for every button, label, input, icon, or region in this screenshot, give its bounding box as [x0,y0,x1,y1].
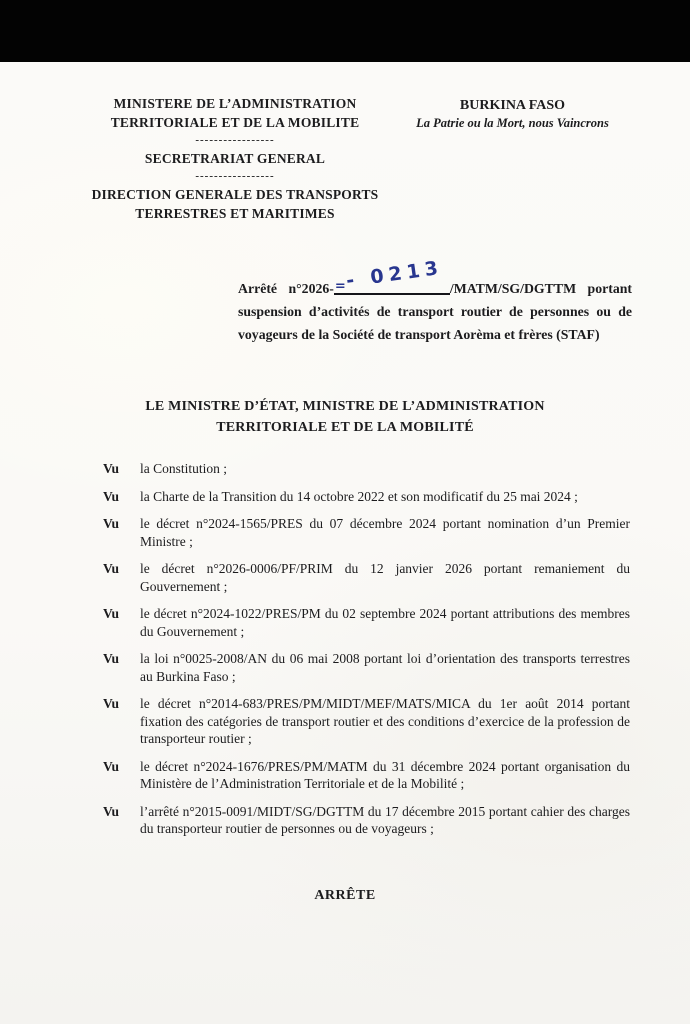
visa-label: Vu [103,461,120,476]
visa-label: Vu [103,696,120,711]
visa-row [103,460,630,478]
visa-row [103,758,630,793]
visa-text: l’arrêté n°2015-0091/MIDT/SG/DGTTM du 17 décembre 2015 portant cahier des charges du transporteur routier de personnes ou de voyageurs ; [140,803,630,836]
decree-subject [238,256,632,346]
authority-heading [0,396,690,438]
ministry-line1: MINISTERE DE L’ADMINISTRATION [113,96,357,111]
visa-text: la loi n°0025-2008/AN du 06 mai 2008 portant loi d’orientation des transports terrestres au Burkina Faso ; [140,651,630,684]
handwritten-decree-number: - 0213 [344,256,445,293]
decree-subject-text: /MATM/SG/DGTTM portant suspension d’activités de transport routier de personnes ou de voyageurs de la Société de transport Aorèma et frères (STAF) [238,281,632,342]
visa-row [103,560,630,595]
top-black-bar [0,0,690,62]
handwritten-dash-mark: = [334,279,346,294]
visa-text: le décret n°2026-0006/PF/PRIM du 12 janvier 2026 portant remaniement du Gouvernement ; [140,561,630,594]
letterhead-left [85,94,385,225]
visa-text: le décret n°2014-683/PRES/PM/MIDT/MEF/MATS/MICA du 1er août 2014 portant fixation des catégories de transport routier et des conditions d’exercice de la profession de transporteur routier ; [140,696,630,746]
visa-label: Vu [103,606,120,621]
visa-text: la Constitution ; [140,461,228,476]
visa-row [103,695,630,748]
direction-line2: TERRESTRES ET MARITIMES [135,206,335,221]
national-motto: La Patrie ou la Mort, nous Vaincrons [416,116,609,130]
visa-label: Vu [103,758,120,774]
direction-line1: DIRECTION GENERALE DES TRANSPORTS [91,187,379,202]
visa-row [103,803,630,838]
visa-list [103,460,630,838]
country-name: BURKINA FASO [459,98,566,113]
visa-label: Vu [103,516,120,531]
visa-text: la Charte de la Transition du 14 octobre 2022 et son modificatif du 25 mai 2024 ; [140,488,578,504]
direction-name [85,185,385,223]
authority-heading-line2: TERRITORIALE ET DE LA MOBILITÉ [216,420,474,435]
authority-heading-line1: LE MINISTRE D’ÉTAT, MINISTRE DE L’ADMINISTRATION [145,399,545,414]
arrete-heading: ARRÊTE [314,887,376,903]
visa-row [103,650,630,685]
visa-label: Vu [103,651,120,666]
visa-label: Vu [103,803,120,819]
divider-dashes: ----------------- [195,170,275,182]
ministry-name [85,94,385,132]
letterhead [0,62,690,225]
visa-row [103,488,630,506]
visa-label: Vu [103,561,120,576]
decree-number-prefix: Arrêté n°2026- [238,281,334,296]
secretariat-name: SECRETRARIAT GENERAL [144,151,326,166]
document-content [0,62,690,904]
visa-text: le décret n°2024-1565/PRES du 07 décembre 2024 portant nomination d’un Premier Ministre ; [140,516,630,549]
visa-row [103,605,630,640]
letterhead-right [390,94,635,225]
decree-number-blank [334,256,450,295]
visa-text: le décret n°2024-1676/PRES/PM/MATM du 31 décembre 2024 portant organisation du Ministère de l’Administration Territoriale et de la Mobilité ; [140,758,630,791]
ministry-line2: TERRITORIALE ET DE LA MOBILITE [110,115,360,130]
visa-row [103,515,630,550]
visa-text: le décret n°2024-1022/PRES/PM du 02 septembre 2024 portant attributions des membres du Gouvernement ; [140,606,630,639]
divider-dashes: ----------------- [195,134,275,146]
visa-label: Vu [103,488,120,504]
